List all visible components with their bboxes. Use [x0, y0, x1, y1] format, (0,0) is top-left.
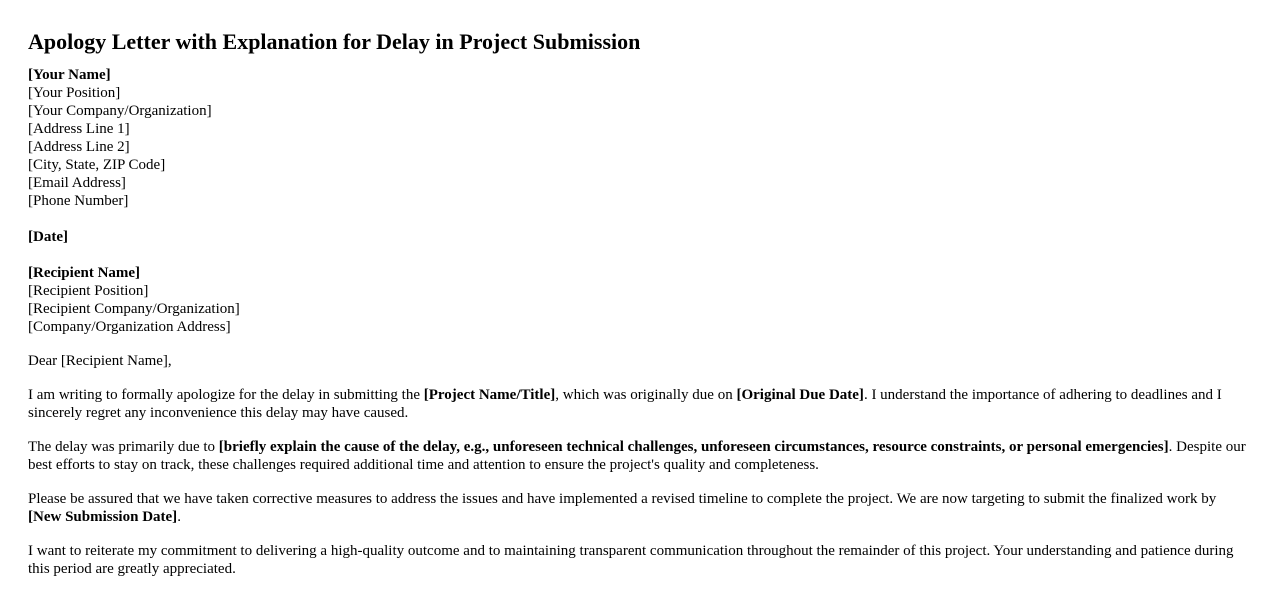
- project-name-placeholder: [Project Name/Title]: [423, 387, 556, 403]
- letter-date: [Date]: [28, 229, 68, 245]
- paragraph-text: The delay was primarily due to: [28, 439, 219, 455]
- paragraph-apology: [28, 386, 1250, 422]
- sender-address-line-1: [Address Line 1]: [28, 121, 130, 137]
- recipient-address: [Company/Organization Address]: [28, 319, 231, 335]
- recipient-position: [Recipient Position]: [28, 283, 149, 299]
- sender-company: [Your Company/Organization]: [28, 103, 212, 119]
- paragraph-text: I am writing to formally apologize for the delay in submitting the: [28, 387, 424, 403]
- paragraph-text: . I understand the importance of adhering to deadlines and I sincerely regret any inconvenience this delay may have caused.: [28, 387, 1222, 421]
- new-submission-date-placeholder: [New Submission Date]: [28, 509, 178, 525]
- paragraph-text: , which was originally due on: [555, 387, 737, 403]
- sender-position: [Your Position]: [28, 85, 121, 101]
- paragraph-commitment: [28, 542, 1250, 578]
- sender-email: [Email Address]: [28, 175, 126, 191]
- recipient-name: [Recipient Name]: [28, 265, 141, 281]
- sender-phone: [Phone Number]: [28, 193, 129, 209]
- sender-block: [28, 66, 1250, 210]
- sender-city: [City, State, ZIP Code]: [28, 157, 166, 173]
- paragraph-text: I want to reiterate my commitment to delivering a high-quality outcome and to maintaining transparent communication throughout the remainder of this project. Your understanding and patience during this period are greatly appreciated.: [28, 543, 1234, 577]
- sender-name: [Your Name]: [28, 67, 111, 83]
- delay-cause-placeholder: [briefly explain the cause of the delay, e.g., unforeseen technical challenges, unforeseen circumstances, resource constraints, or personal emergencies]: [218, 439, 1169, 455]
- paragraph-text: . Despite our best efforts to stay on track, these challenges required additional time and attention to ensure the project's quality and completeness.: [28, 439, 1246, 473]
- sender-address-line-2: [Address Line 2]: [28, 139, 130, 155]
- salutation: Dear [Recipient Name],: [28, 353, 172, 369]
- original-due-date-placeholder: [Original Due Date]: [736, 387, 864, 403]
- paragraph-text: Please be assured that we have taken corrective measures to address the issues and have implemented a revised timeline to complete the project. We are now targeting to submit the finalized work by: [28, 491, 1217, 507]
- recipient-block: [28, 264, 1250, 336]
- date-block: [28, 228, 1250, 246]
- paragraph-corrective-measures: [28, 490, 1250, 526]
- letter-title: Apology Letter with Explanation for Delay in Project Submission: [28, 29, 641, 54]
- paragraph-text: .: [177, 509, 181, 525]
- recipient-company: [Recipient Company/Organization]: [28, 301, 240, 317]
- paragraph-reason: [28, 438, 1250, 474]
